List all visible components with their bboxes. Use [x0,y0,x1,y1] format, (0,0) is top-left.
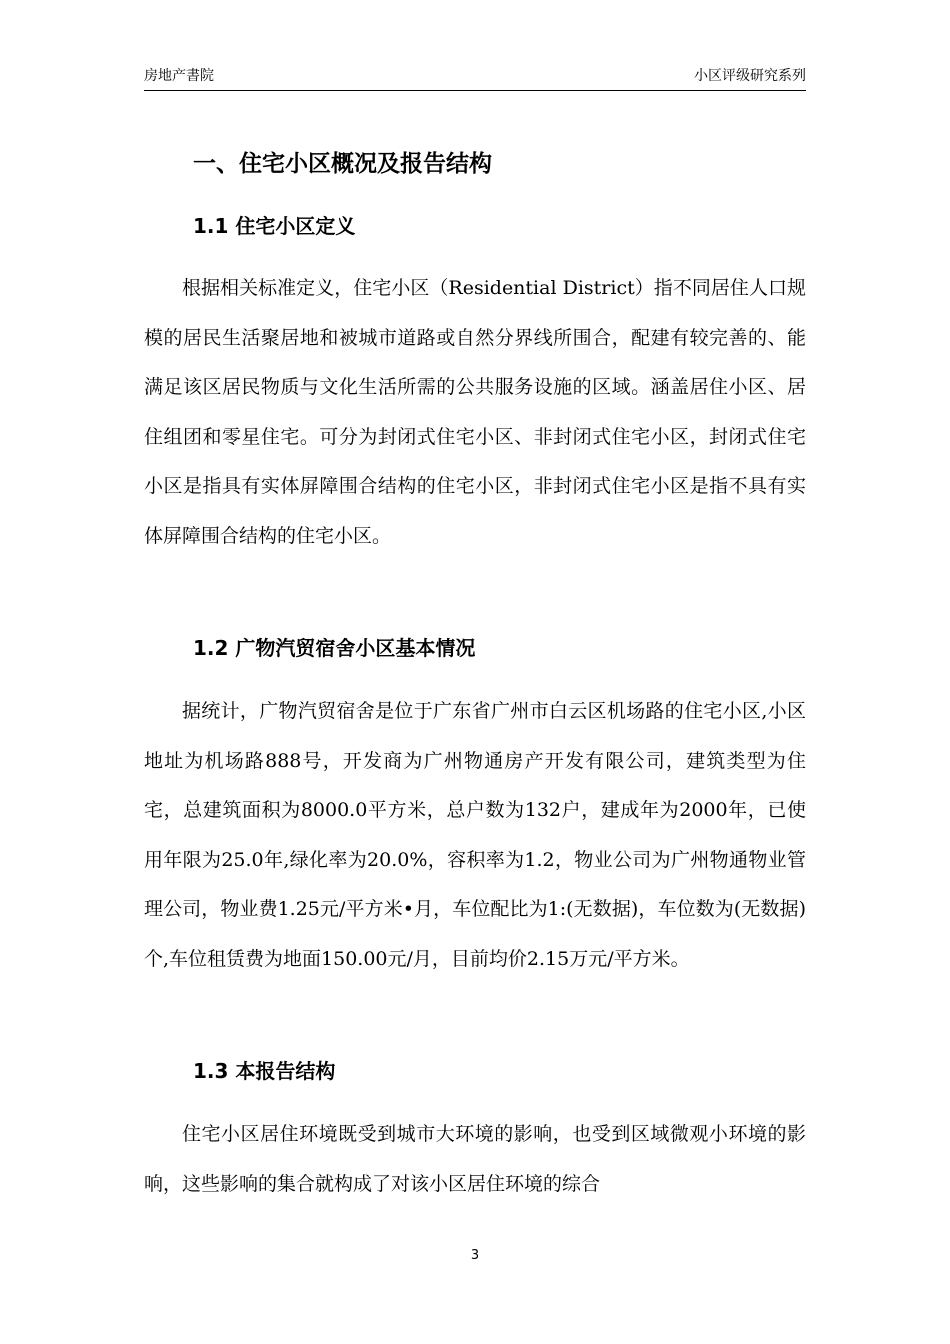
page-header [144,66,806,91]
section-heading-1-3: 1.3 本报告结构 [193,1059,336,1083]
page-number: 3 [470,1248,480,1263]
header-series-title: 小区评级研究系列 [694,68,806,84]
section-paragraph-1-1: 根据相关标准定义，住宅小区（Residential District）指不同居住人口规模的居民生活聚居地和被城市道路或自然分界线所围合，配建有较完善的、能满足该区居民物质与文化生活所需的公共服务设施的区域。涵盖居住小区、居住组团和零星住宅。可分为封闭式住宅小区、非封闭式住宅小区，封闭式住宅小区是指具有实体屏障围合结构的住宅小区，非封闭式住宅小区是指不具有实体屏障围合结构的住宅小区。 [144,277,806,547]
section-heading-1-2: 1.2 广物汽贸宿舍小区基本情况 [193,636,476,660]
section-heading-1-1: 1.1 住宅小区定义 [193,214,356,238]
chapter-title: 一、住宅小区概况及报告结构 [193,151,492,177]
section-paragraph-1-3: 住宅小区居住环境既受到城市大环境的影响，也受到区域微观小环境的影响，这些影响的集合就构成了对该小区居住环境的综合 [144,1123,806,1195]
header-publisher: 房地产書院 [144,68,214,84]
section-paragraph-1-2: 据统计，广物汽贸宿舍是位于广东省广州市白云区机场路的住宅小区,小区地址为机场路888号，开发商为广州物通房产开发有限公司，建筑类型为住宅，总建筑面积为8000.0平方米，总户数为132户，建成年为2000年，已使用年限为25.0年,绿化率为20.0%，容积率为1.2，物业公司为广州物通物业管理公司，物业费1.25元/平方米•月，车位配比为1:(无数据)，车位数为(无数据)个,车位租赁费为地面150.00元/月，目前均价2.15万元/平方米。 [144,700,806,970]
